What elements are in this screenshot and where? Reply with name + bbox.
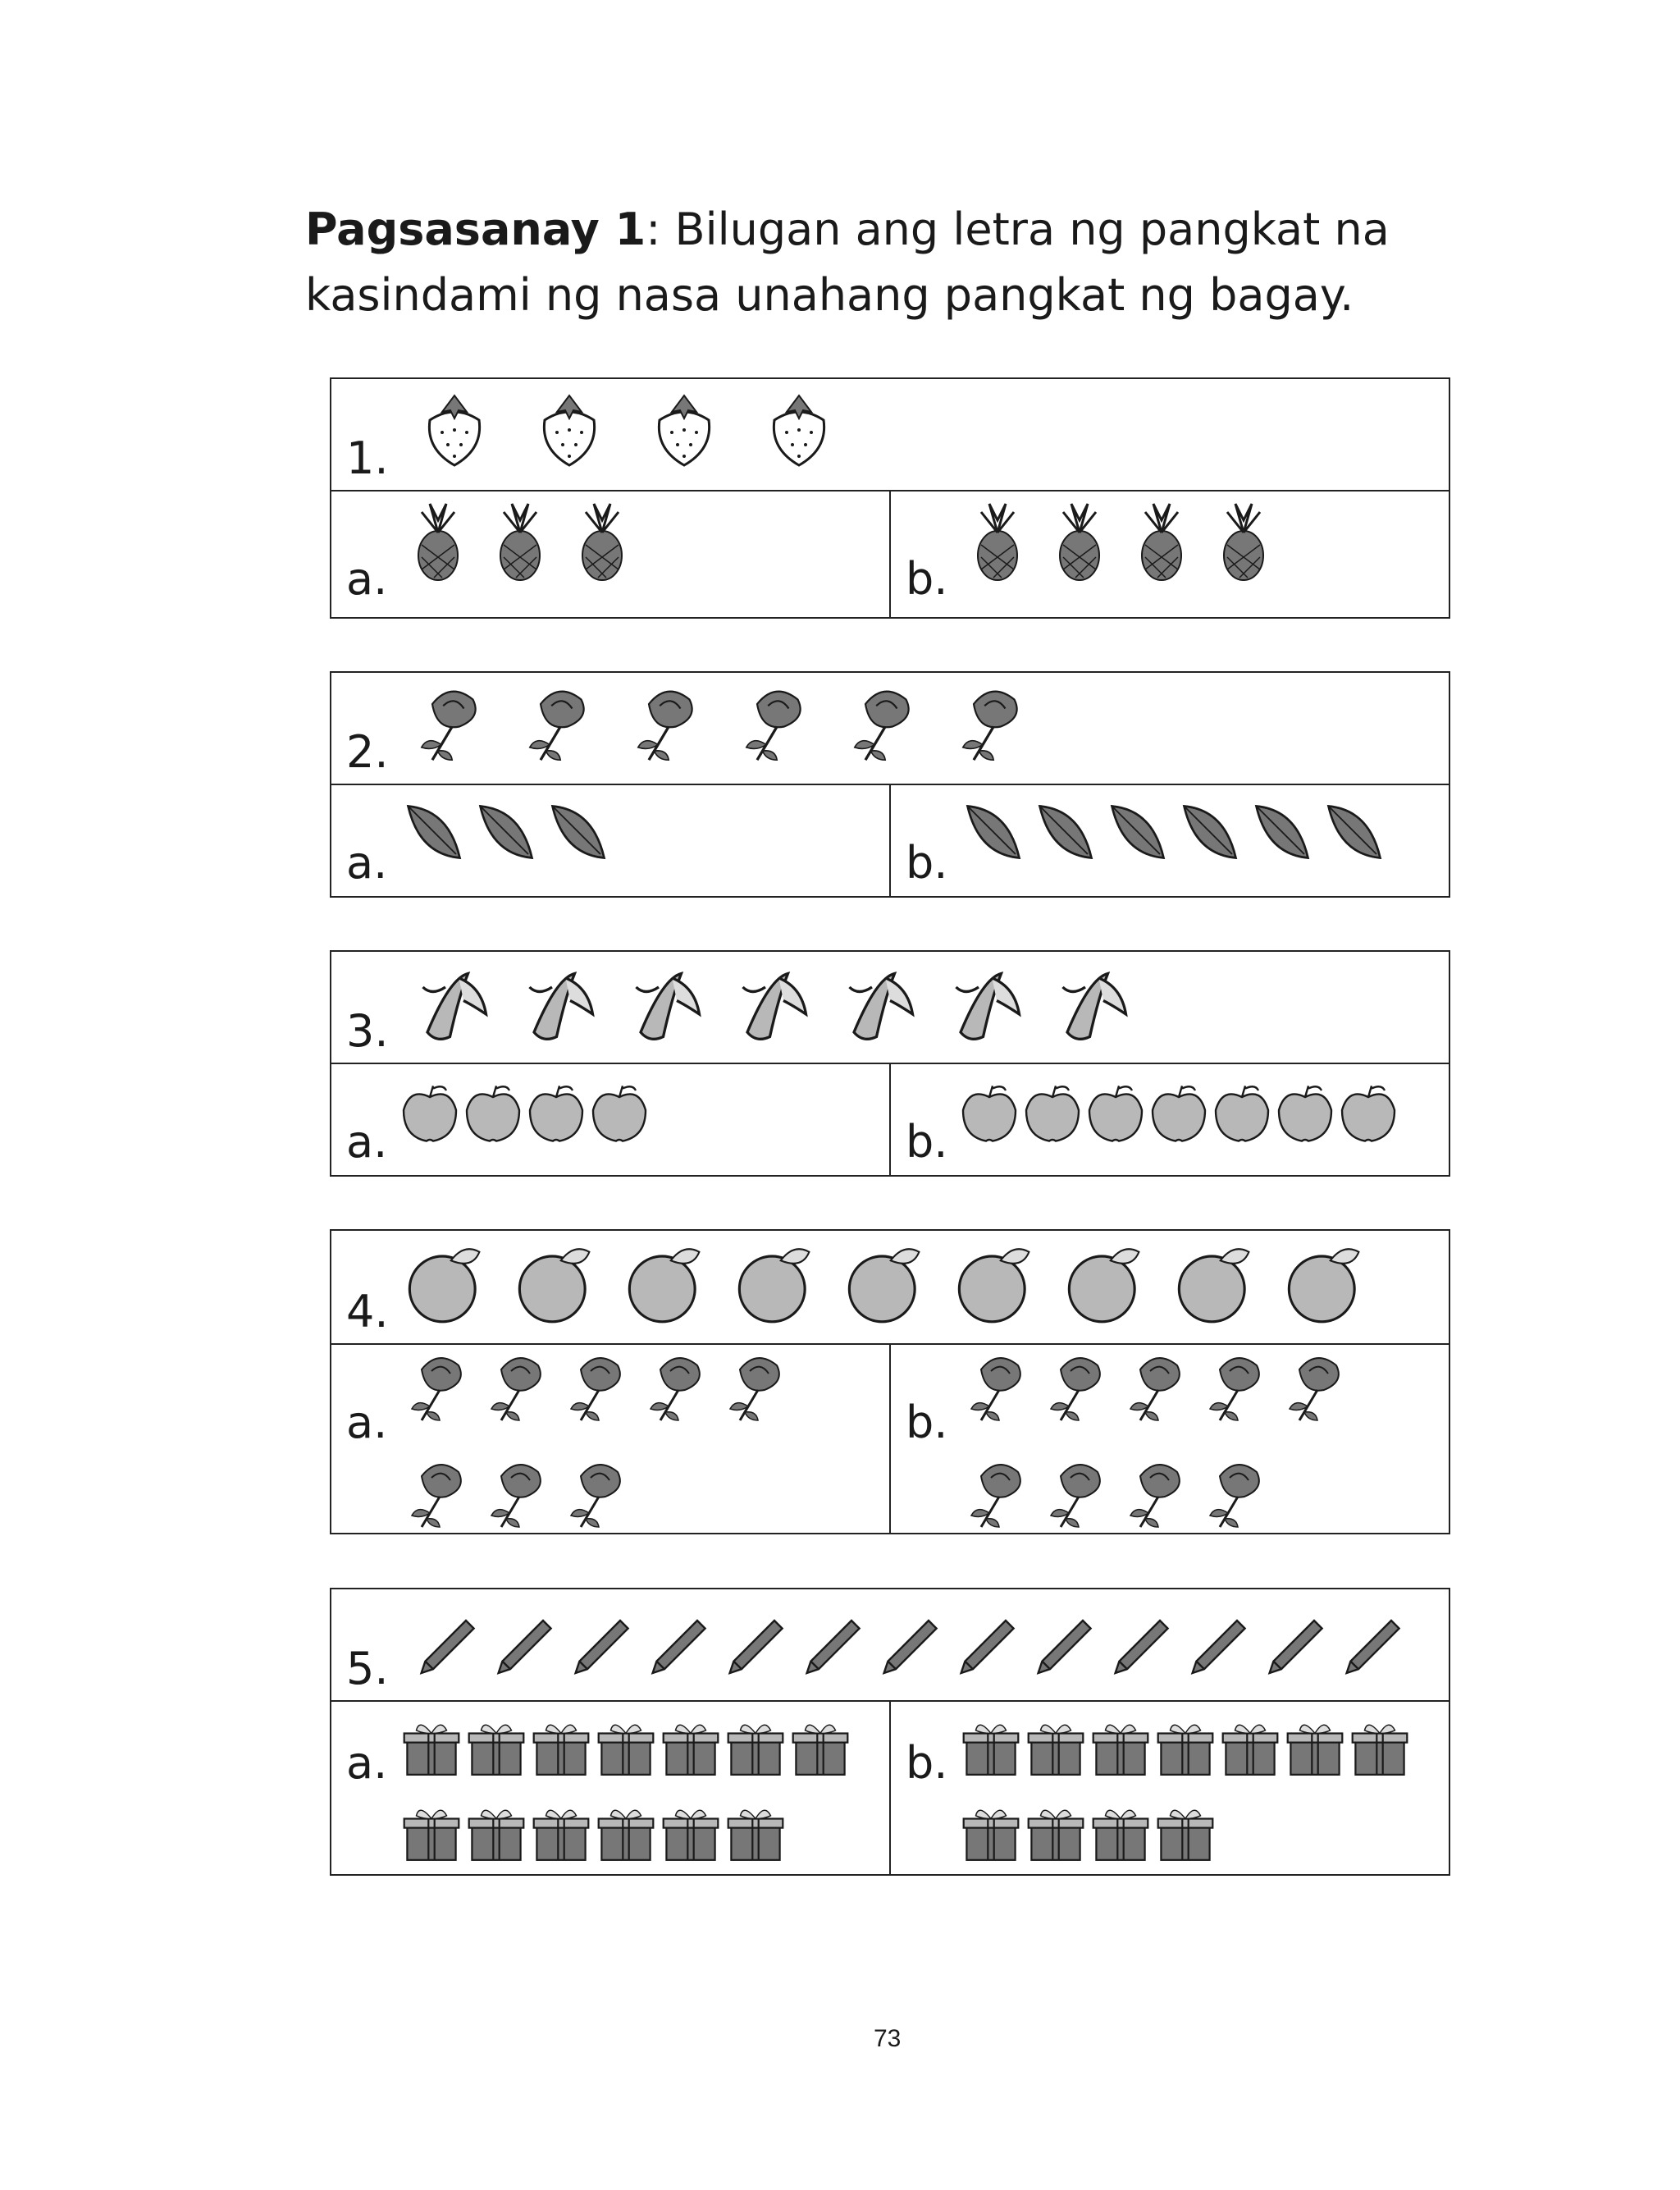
option-label: b. [906, 1116, 948, 1168]
rose-icon [477, 1452, 559, 1534]
exercise-5-prompt [331, 1589, 1449, 1702]
option-label: a. [346, 1116, 388, 1168]
orange-icon [733, 1239, 819, 1325]
option-b[interactable] [889, 785, 1449, 896]
exercise-4-prompt [331, 1231, 1449, 1345]
pencil-icon [876, 1614, 942, 1680]
gift-icon [1155, 1804, 1216, 1864]
pineapple-icon [479, 500, 561, 582]
gift-icon [790, 1718, 851, 1779]
exercise-4 [330, 1229, 1450, 1534]
option-label: b. [906, 553, 948, 605]
pineapple-icon [397, 500, 479, 582]
gift-icon [1090, 1804, 1151, 1864]
rose-icon [397, 1452, 479, 1534]
orange-icon [623, 1239, 710, 1325]
pencil-icon [1030, 1614, 1096, 1680]
apple-icon [1335, 1081, 1401, 1146]
exercise-1-prompt [331, 379, 1449, 491]
exercise-title: Pagsasanay 1 [305, 203, 646, 255]
option-a[interactable] [331, 1702, 889, 1874]
orange-icon [404, 1239, 490, 1325]
gift-icon [1220, 1718, 1281, 1779]
leaf-icon [1029, 795, 1102, 869]
pencil-icon [645, 1614, 710, 1680]
apple-icon [956, 1081, 1022, 1146]
rose-icon [622, 677, 712, 767]
option-b[interactable] [889, 491, 1449, 617]
option-b[interactable] [889, 1702, 1449, 1874]
rose-icon [1036, 1345, 1118, 1427]
banana-icon [1049, 960, 1139, 1050]
leaf-icon [541, 795, 615, 869]
page-number: 73 [874, 2025, 902, 2052]
rose-icon [397, 1345, 479, 1427]
exercise-number: 4. [346, 1286, 389, 1337]
gift-icon [466, 1804, 527, 1864]
orange-icon [953, 1239, 1039, 1325]
rose-icon [956, 1345, 1039, 1427]
rose-icon [1195, 1452, 1277, 1534]
pencil-icon [722, 1614, 788, 1680]
option-label: a. [346, 1737, 388, 1789]
option-label: a. [346, 553, 388, 605]
leaf-icon [1173, 795, 1247, 869]
option-label: b. [906, 837, 948, 889]
exercise-number: 1. [346, 432, 389, 484]
apple-icon [460, 1081, 526, 1146]
pineapple-icon [956, 500, 1039, 582]
gift-icon [1155, 1718, 1216, 1779]
gift-icon [596, 1804, 656, 1864]
orange-icon [1063, 1239, 1149, 1325]
pencil-icon [568, 1614, 633, 1680]
option-label: b. [906, 1737, 948, 1789]
exercise-2 [330, 671, 1450, 898]
exercise-1 [330, 377, 1450, 619]
orange-icon [1283, 1239, 1369, 1325]
apple-icon [1020, 1081, 1085, 1146]
pencil-icon [491, 1614, 556, 1680]
apple-icon [397, 1081, 463, 1146]
apple-icon [587, 1081, 652, 1146]
gift-icon [531, 1804, 591, 1864]
pencil-icon [799, 1614, 865, 1680]
option-label: a. [346, 837, 388, 889]
option-b[interactable] [889, 1064, 1449, 1175]
rose-icon [477, 1345, 559, 1427]
gift-icon [725, 1804, 786, 1864]
pencil-icon [1107, 1614, 1173, 1680]
instructions-line1: : Bilugan ang letra ng pangkat na [646, 203, 1390, 255]
gift-icon [1025, 1804, 1086, 1864]
leaf-icon [469, 795, 543, 869]
banana-icon [409, 960, 500, 1050]
banana-icon [943, 960, 1033, 1050]
pineapple-icon [1203, 500, 1285, 582]
pineapple-icon [561, 500, 643, 582]
apple-icon [1209, 1081, 1275, 1146]
option-a[interactable] [331, 1345, 889, 1533]
option-a[interactable] [331, 785, 889, 896]
banana-icon [516, 960, 606, 1050]
rose-icon [956, 1452, 1039, 1534]
gift-icon [725, 1718, 786, 1779]
rose-icon [556, 1345, 638, 1427]
gift-icon [961, 1718, 1021, 1779]
exercise-number: 2. [346, 726, 389, 778]
rose-icon [1116, 1452, 1198, 1534]
option-b[interactable] [889, 1345, 1449, 1533]
gift-icon [596, 1718, 656, 1779]
exercise-number: 3. [346, 1005, 389, 1057]
option-label: a. [346, 1397, 388, 1448]
rose-icon [1275, 1345, 1357, 1427]
banana-icon [729, 960, 819, 1050]
rose-icon [514, 677, 604, 767]
orange-icon [843, 1239, 929, 1325]
rose-icon [1036, 1452, 1118, 1534]
leaf-icon [1317, 795, 1391, 869]
rose-icon [1195, 1345, 1277, 1427]
gift-icon [1025, 1718, 1086, 1779]
strawberry-icon [528, 387, 610, 469]
instructions [305, 197, 1536, 328]
leaf-icon [956, 795, 1030, 869]
banana-icon [836, 960, 926, 1050]
orange-icon [1173, 1239, 1259, 1325]
exercise-2-prompt [331, 673, 1449, 785]
rose-icon [405, 677, 495, 767]
exercise-3-prompt [331, 952, 1449, 1064]
option-a[interactable] [331, 1064, 889, 1175]
gift-icon [401, 1718, 462, 1779]
apple-icon [1083, 1081, 1148, 1146]
leaf-icon [397, 795, 471, 869]
pineapple-icon [1121, 500, 1203, 582]
strawberry-icon [413, 387, 495, 469]
leaf-icon [1101, 795, 1175, 869]
exercise-5 [330, 1588, 1450, 1876]
banana-icon [623, 960, 713, 1050]
gift-icon [401, 1804, 462, 1864]
pencil-icon [1339, 1614, 1404, 1680]
apple-icon [1146, 1081, 1212, 1146]
option-a[interactable] [331, 491, 889, 617]
gift-icon [466, 1718, 527, 1779]
rose-icon [947, 677, 1037, 767]
strawberry-icon [643, 387, 725, 469]
exercise-number: 5. [346, 1643, 389, 1694]
strawberry-icon [758, 387, 840, 469]
gift-icon [660, 1718, 721, 1779]
pencil-icon [1185, 1614, 1250, 1680]
option-label: b. [906, 1397, 948, 1448]
pencil-icon [1262, 1614, 1327, 1680]
exercise-3 [330, 950, 1450, 1177]
rose-icon [715, 1345, 797, 1427]
gift-icon [531, 1718, 591, 1779]
rose-icon [838, 677, 929, 767]
leaf-icon [1245, 795, 1319, 869]
pencil-icon [413, 1614, 479, 1680]
rose-icon [556, 1452, 638, 1534]
gift-icon [1285, 1718, 1345, 1779]
pencil-icon [953, 1614, 1019, 1680]
pineapple-icon [1039, 500, 1121, 582]
rose-icon [636, 1345, 718, 1427]
gift-icon [1090, 1718, 1151, 1779]
rose-icon [1116, 1345, 1198, 1427]
gift-icon [1349, 1718, 1410, 1779]
instructions-line2: kasindami ng nasa unahang pangkat ng bagay. [305, 269, 1354, 321]
gift-icon [961, 1804, 1021, 1864]
apple-icon [523, 1081, 589, 1146]
orange-icon [514, 1239, 600, 1325]
rose-icon [730, 677, 820, 767]
gift-icon [660, 1804, 721, 1864]
apple-icon [1272, 1081, 1338, 1146]
